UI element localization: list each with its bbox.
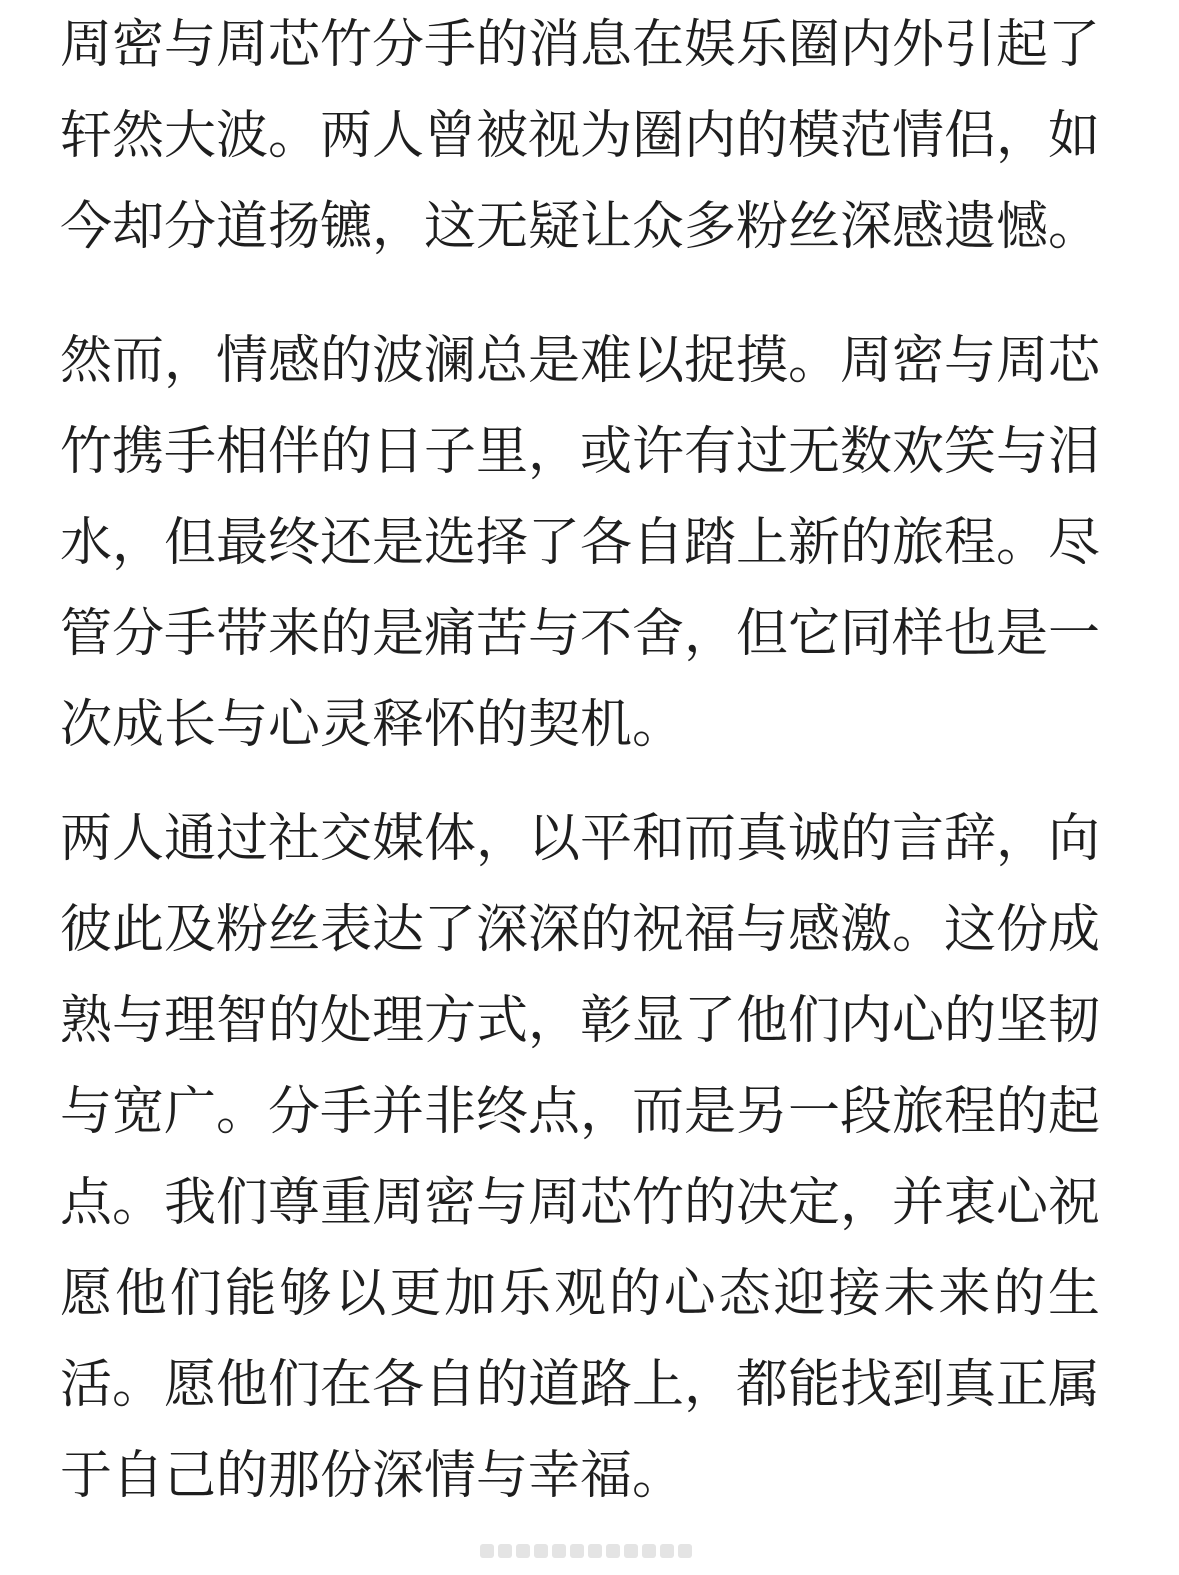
- paragraph-line: 管分手带来的是痛苦与不舍，但它同样也是一: [60, 604, 1101, 664]
- paragraph-line: 活。愿他们在各自的道路上，都能找到真正属: [60, 1355, 1101, 1415]
- watermark-block: [516, 1544, 530, 1558]
- watermark-block: [480, 1544, 494, 1558]
- paragraph-line: 然而，情感的波澜总是难以捉摸。周密与周芯: [60, 331, 1101, 391]
- watermark-block: [498, 1544, 512, 1558]
- paragraph-line: 次成长与心灵释怀的契机。: [60, 695, 685, 755]
- paragraph-line: 两人通过社交媒体，以平和而真诚的言辞，向: [60, 809, 1101, 869]
- watermark-block: [588, 1544, 602, 1558]
- paragraph-line: 彼此及粉丝表达了深深的祝福与感激。这份成: [60, 900, 1101, 960]
- paragraph-line: 熟与理智的处理方式，彰显了他们内心的坚韧: [60, 991, 1101, 1051]
- watermark-block: [606, 1544, 620, 1558]
- watermark-block: [534, 1544, 548, 1558]
- paragraph-line: 今却分道扬镳，这无疑让众多粉丝深感遗憾。: [60, 197, 1101, 257]
- paragraph-line: 竹携手相伴的日子里，或许有过无数欢笑与泪: [60, 422, 1101, 482]
- paragraph-line: 周密与周芯竹分手的消息在娱乐圈内外引起了: [60, 15, 1101, 75]
- watermark-block: [678, 1544, 692, 1558]
- paragraph-line: 愿他们能够以更加乐观的心态迎接未来的生: [60, 1264, 1101, 1324]
- paragraph-line: 点。我们尊重周密与周芯竹的决定，并衷心祝: [60, 1173, 1101, 1233]
- watermark-block: [552, 1544, 566, 1558]
- paragraph-line: 与宽广。分手并非终点，而是另一段旅程的起: [60, 1082, 1101, 1142]
- paragraph-1: [60, 0, 1100, 273]
- paragraph-3: [60, 794, 1100, 1522]
- paragraph-line: 水，但最终还是选择了各自踏上新的旅程。尽: [60, 513, 1101, 573]
- paragraph-line: 轩然大波。两人曾被视为圈内的模范情侣，如: [60, 106, 1101, 166]
- watermark-block: [642, 1544, 656, 1558]
- watermark-block: [570, 1544, 584, 1558]
- paragraph-2: [60, 316, 1100, 771]
- watermark-strip: [480, 1540, 700, 1562]
- watermark-block: [624, 1544, 638, 1558]
- paragraph-line: 于自己的那份深情与幸福。: [60, 1446, 685, 1506]
- watermark-block: [660, 1544, 674, 1558]
